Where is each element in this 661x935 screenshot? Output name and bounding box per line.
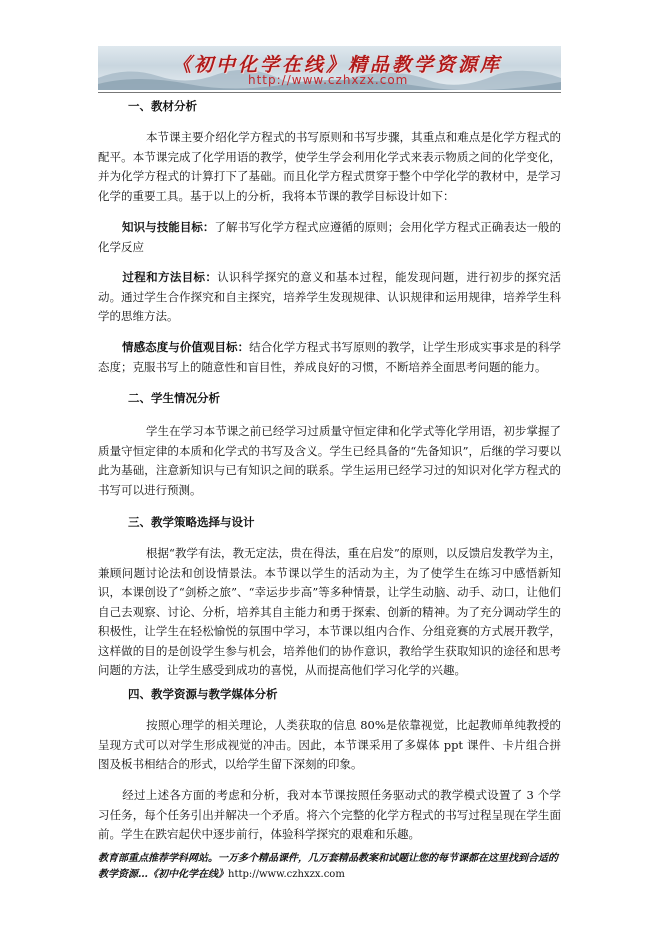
goal-attitude-label: 情感态度与价值观目标： — [122, 340, 250, 354]
paragraph-4-text: 按照心理学的相关理论，人类获取的信息 80%是依靠视觉，比起教师单纯教授的呈现方式可以对学生形成视觉的冲击。因此，本节课采用了多媒体 ppt 课件、卡片组合拼图及板书相结合的形式，以给学生留下深刻的印象。 — [98, 718, 561, 771]
paragraph-1-text: 本节课主要介绍化学方程式的书写原则和书写步骤，其重点和难点是化学方程式的配平。本节课完成了化学用语的教学，使学生学会利用化学式来表示物质之间的化学变化，并为化学方程式的计算打下了基础。而且化学方程式贯穿于整个中学化学的教材中，是学习化学的重要工具。基于以上的分析，我将本节课的教学目标设计如下： — [98, 130, 561, 203]
goal-knowledge-label: 知识与技能目标： — [122, 220, 215, 234]
paragraph-5-text: 经过上述各方面的考虑和分析，我对本节课按照任务驱动式的教学模式设置了 3 个学习任务，每个任务引出并解决一个矛盾。将六个完整的化学方程式的书写过程呈现在学生面前。学生在跌宕起伏中逐步前行，体验科学探究的艰难和乐趣。 — [98, 788, 561, 841]
paragraph-5 — [98, 786, 561, 845]
goal-knowledge-text: 了解书写化学方程式应遵循的原则；会用化学方程式正确表达一般的化学反应 — [98, 220, 562, 254]
section-heading-1: 一、教材分析 — [128, 99, 197, 113]
banner-url[interactable]: http://www.czhxzx.com — [248, 73, 409, 87]
paragraph-1 — [98, 128, 561, 206]
footer-text: 教育部重点推荐学科网站。一万多个精品课件，几万套精品教案和试题让您的每节课都在这里找到合适的教学资源…《初中化学在线》 — [98, 853, 558, 880]
goal-attitude — [98, 338, 561, 377]
paragraph-3 — [98, 544, 561, 681]
goal-process-text: 认识科学探究的意义和基本过程，能发现问题，进行初步的探究活动。通过学生合作探究和自主探究，培养学生发现规律、认识规律和运用规律，培养学生科学的思维方法。 — [98, 270, 562, 323]
section-heading-4: 四、教学资源与教学媒体分析 — [128, 687, 278, 701]
header-banner — [98, 46, 561, 90]
section-heading-2: 二、学生情况分析 — [128, 391, 220, 405]
paragraph-4 — [98, 716, 561, 775]
goal-process-label: 过程和方法目标： — [122, 270, 218, 284]
banner-title: 《初中化学在线》精品教学资源库 — [172, 54, 503, 76]
page-footer — [98, 851, 561, 883]
paragraph-3-text: 根据“教学有法，教无定法，贵在得法，重在启发”的原则，以反馈启发教学为主，兼顾问题讨论法和创设情景法。本节课以学生的活动为主，为了使学生在练习中感悟新知识，本课创设了“剑桥之旅”、“幸运步步高”等多种情景，让学生动脑、动手、动口，让他们自己去观察、讨论、分析，培养其自主能力和勇于探索、创新的精神。为了充分调动学生的积极性，让学生在轻松愉悦的氛围中学习，本节课以组内合作、分组竞赛的方式展开教学，这样做的目的是创设学生参与机会，培养他们的协作意识，教给学生获取知识的途径和思考问题的方法，让学生感受到成功的喜悦，从而提高他们学习化学的兴趣。 — [98, 546, 561, 677]
goal-knowledge — [98, 218, 561, 257]
section-heading-3: 三、教学策略选择与设计 — [128, 515, 255, 529]
paragraph-2 — [98, 422, 561, 500]
goal-attitude-text: 结合化学方程式书写原则的教学，让学生形成实事求是的科学态度；克服书写上的随意性和盲目性，养成良好的习惯，不断培养全面思考问题的能力。 — [98, 340, 562, 374]
header-divider — [98, 92, 561, 93]
paragraph-2-text: 学生在学习本节课之前已经学习过质量守恒定律和化学式等化学用语，初步掌握了质量守恒定律的本质和化学式的书写及含义。学生已经具备的“先备知识”，后继的学习要以此为基础，注意新知识与已有知识之间的联系。学生运用已经学习过的知识对化学方程式的书写可以进行预测。 — [98, 424, 561, 497]
footer-url[interactable]: http://www.czhxzx.com — [228, 869, 345, 880]
goal-process — [98, 268, 561, 327]
